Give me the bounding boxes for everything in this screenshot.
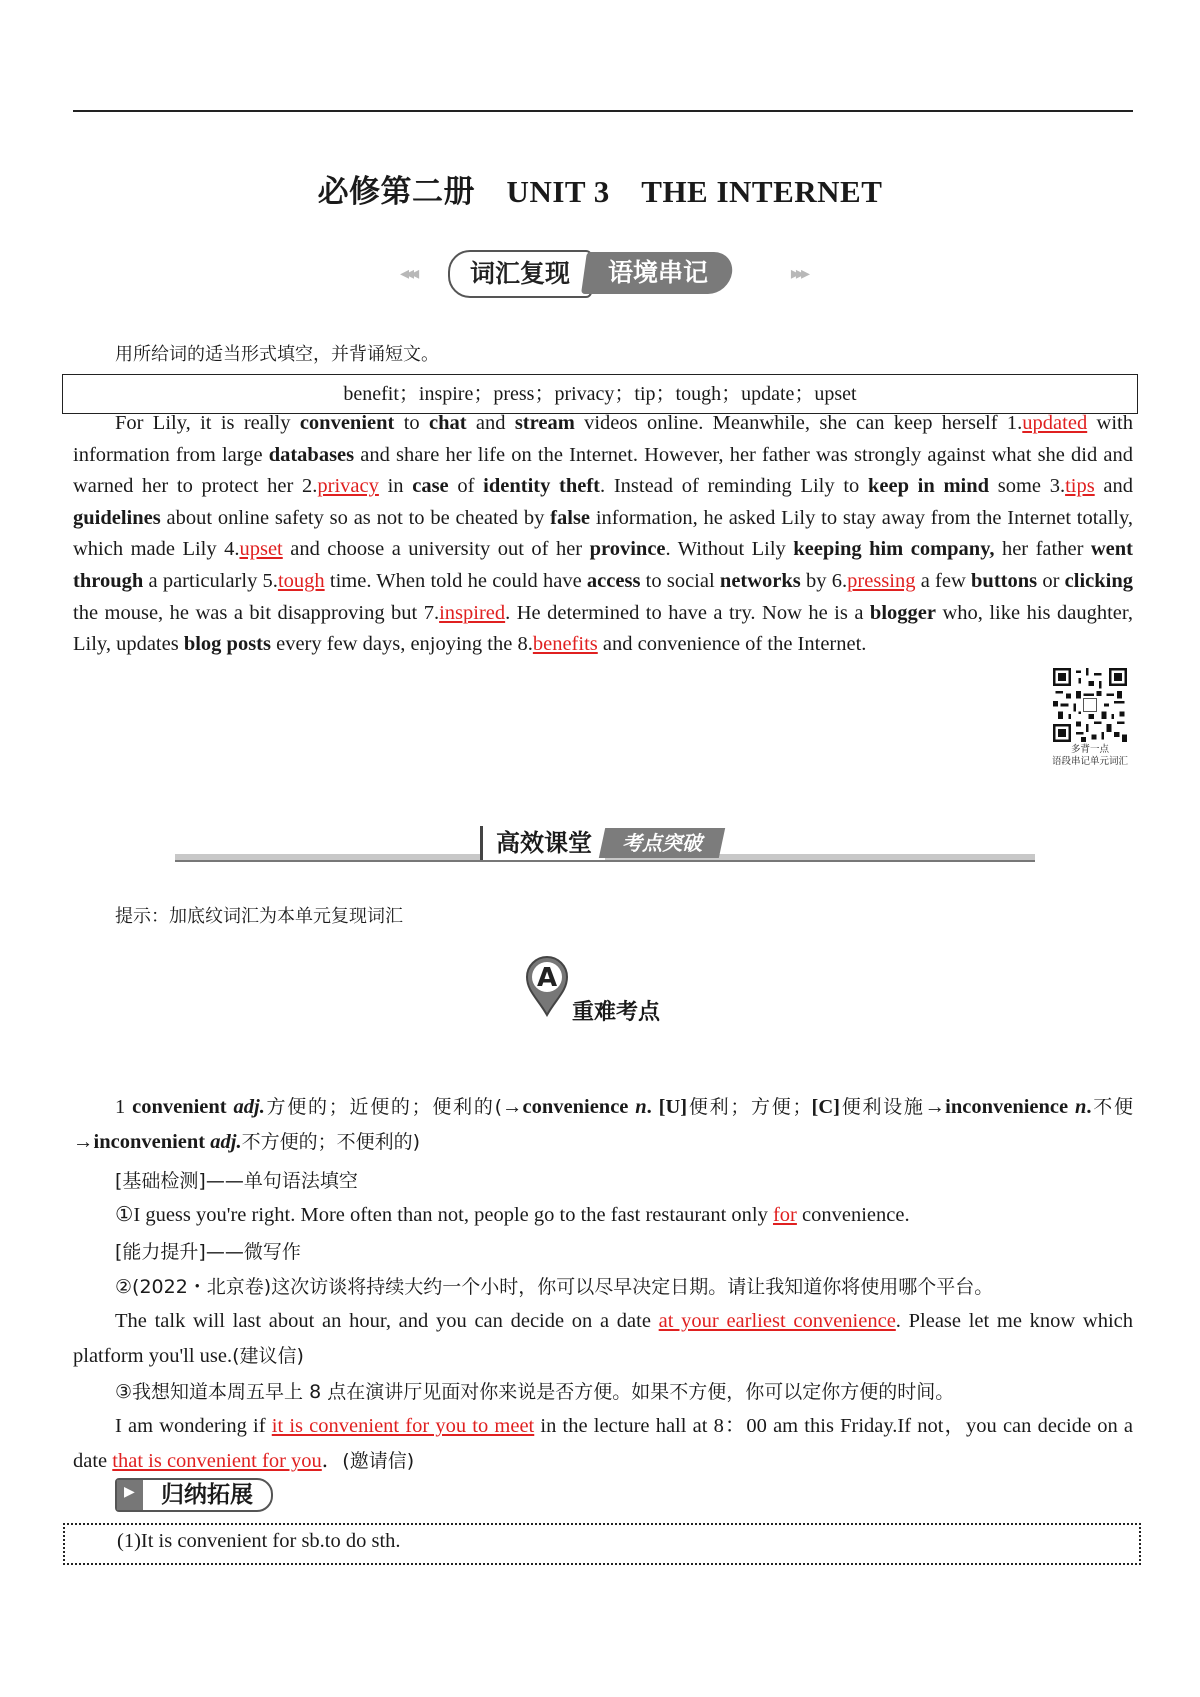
answer-blank: tough: [277, 569, 325, 592]
cn-gloss: 便利设施: [839, 1096, 925, 1118]
text-run: by 6.: [800, 569, 848, 592]
word-box: benefit；inspire；press；privacy；tip；tough；update；upset: [62, 374, 1138, 414]
text-run: her father: [994, 538, 1091, 561]
text-run: some 3.: [989, 475, 1066, 498]
text-run: and choose a university out of her: [282, 538, 590, 561]
pin-letter: A: [536, 963, 558, 993]
ability-label: [能力提升]——微写作: [115, 1241, 301, 1263]
cn-gloss: 不方便的；不便利的): [241, 1131, 420, 1153]
text-run: to: [394, 412, 429, 434]
exercise-3-en: [73, 1409, 1133, 1479]
summary-triangle-icon: ▶: [117, 1480, 143, 1510]
text-run: about online safety so as not to be cheated by: [160, 506, 551, 529]
bold-term: false: [550, 506, 591, 529]
entry-convenient: [73, 1090, 1133, 1160]
summary-box: [63, 1523, 1141, 1565]
cn-gloss: 方便的；近便的；便利的(: [264, 1096, 502, 1118]
answer-blank: privacy: [317, 475, 379, 498]
bold-term: access: [586, 569, 641, 592]
section-tab-left: 高效课堂: [480, 826, 605, 860]
instruction: 用所给词的适当形式填空，并背诵短文。: [115, 344, 439, 365]
answer-blank: inspired: [439, 601, 506, 624]
ex3-prefix: I am wondering if: [115, 1415, 272, 1437]
ex3-tag: (邀请信): [342, 1450, 415, 1472]
summary-item-1: (1)It is convenient for sb.to do sth.: [117, 1530, 401, 1552]
text-run: to social: [640, 569, 720, 592]
text-run: a particularly 5.: [143, 569, 278, 592]
exercise-3-cn: ③我想知道本周五早上 8 点在演讲厅见面对你来说是否方便。如果不方便，你可以定你方便的时间。: [115, 1381, 955, 1403]
text-run: with information from large: [73, 412, 1133, 466]
map-pin-icon: [524, 955, 570, 1017]
bold-term: stream: [514, 412, 575, 434]
exercise-2-cn: ②(2022・北京卷)这次访谈将持续大约一个小时，你可以尽早决定日期。请让我知道你将使用哪个平台。: [115, 1276, 994, 1298]
summary-label: 归纳拓展: [161, 1482, 253, 1508]
answer-blank: updated: [1022, 412, 1088, 434]
bold-term: blog posts: [183, 633, 271, 656]
text-run: and: [1094, 475, 1133, 498]
text-run: time. When told he could have: [324, 569, 587, 592]
vocab-banner: [398, 250, 808, 298]
text-run: . He determined to have a try. Now he is a: [505, 601, 870, 624]
bold-term: networks: [719, 569, 801, 592]
answer-blank: pressing: [847, 569, 916, 592]
ex2-prefix: The talk will last about an hour, and you can decide on a date: [115, 1310, 659, 1332]
bold-term: →convenience: [502, 1096, 629, 1118]
hint-text: 提示：加底纹词汇为本单元复现词汇: [115, 906, 403, 927]
text-run: For Lily, it is really: [115, 412, 300, 434]
text-run: and: [466, 412, 515, 434]
text-run: and convenience of the Internet.: [597, 633, 867, 656]
ex3-suffix: ．: [321, 1450, 343, 1472]
ex3-answer-1: it is convenient for you to meet: [271, 1415, 535, 1437]
right-arrows-icon: ▸▸▸: [790, 263, 806, 284]
text-run: of: [448, 475, 484, 498]
qr-code-icon[interactable]: [1053, 668, 1127, 742]
ex2-tag: (建议信): [232, 1345, 304, 1367]
text-run: every few days, enjoying the 8.: [270, 633, 533, 656]
bold-term: [U]: [658, 1096, 688, 1118]
cn-gloss: 不便: [1091, 1096, 1133, 1118]
text-run: or: [1037, 569, 1065, 592]
exercise-2-en: [73, 1304, 1133, 1374]
bold-term: →inconvenience: [924, 1096, 1069, 1118]
page-title: 必修第二册 UNIT 3 THE INTERNET: [317, 174, 883, 209]
left-arrows-icon: ◂◂◂: [400, 263, 416, 284]
cn-gloss: 便利；方便；: [687, 1096, 812, 1118]
bold-term: province: [589, 538, 666, 561]
bold-term: [C]: [811, 1096, 840, 1118]
ex2-answer: at your earliest convenience: [658, 1310, 896, 1332]
text-run: [227, 1096, 234, 1118]
part-of-speech: adj.: [210, 1131, 242, 1153]
qr-caption: [1040, 744, 1140, 768]
bold-term: case: [412, 475, 449, 498]
text-run: . Without Lily: [665, 538, 794, 561]
text-run: who, like his daughter, Lily, updates: [73, 601, 1133, 656]
bold-term: →inconvenient: [73, 1131, 206, 1153]
ex1-answer: for: [772, 1204, 797, 1226]
banner-label-left: 词汇复现: [448, 250, 592, 298]
summary-tag: [115, 1478, 273, 1512]
bold-term: blogger: [869, 601, 936, 624]
top-rule: [73, 110, 1133, 112]
ex3-mid: in the lecture hall at 8：00 am this Friday.If not，you can decide on a date: [73, 1415, 1133, 1472]
answer-blank: benefits: [532, 633, 598, 656]
part-of-speech: n: [635, 1096, 647, 1118]
bold-term: buttons: [971, 569, 1038, 592]
bold-term: chat: [428, 412, 467, 434]
passage: [73, 408, 1133, 661]
bold-term: clicking: [1064, 569, 1134, 592]
bold-term: .: [1086, 1096, 1092, 1118]
basic-check-label: [基础检测]——单句语法填空: [115, 1170, 358, 1192]
ex1-suffix: convenience.: [796, 1204, 910, 1226]
answer-blank: upset: [239, 538, 283, 561]
bold-term: keeping him company,: [793, 538, 995, 561]
text-run: . Instead of reminding Lily to: [600, 475, 868, 498]
banner-label-right: 语境串记: [607, 258, 708, 287]
text-run: [1068, 1096, 1075, 1118]
text-run: the mouse, he was a bit disapproving but 7.: [73, 601, 440, 624]
ex1-prefix: ①I guess you're right. More often than not, people go to the fast restaurant only: [115, 1204, 773, 1226]
section-tab-right: 考点突破: [622, 831, 702, 855]
text-run: videos online. Meanwhile, she can keep herself 1.: [574, 412, 1023, 434]
exercise-1: [115, 1202, 910, 1227]
bold-term: guidelines: [73, 506, 161, 529]
section-tab: [480, 826, 724, 860]
bold-term: keep in mind: [867, 475, 990, 498]
ex2-suffix: . Please let me know which platform you'll use.: [73, 1310, 1134, 1367]
text-run: and share her life on the Internet. However, her father was strongly against what she did and warned her to protect her 2.: [73, 443, 1134, 498]
ex3-answer-2: that is convenient for you: [112, 1450, 322, 1472]
pin-label: 重难考点: [572, 1000, 661, 1025]
part-of-speech: n: [1075, 1096, 1087, 1118]
bold-term: convenient: [299, 412, 395, 434]
qr-caption-line1: 多背一点: [1070, 744, 1109, 755]
text-run: [652, 1096, 659, 1118]
bold-term: convenient: [132, 1096, 227, 1118]
answer-blank: tips: [1065, 475, 1095, 498]
bold-term: .: [646, 1096, 652, 1118]
text-run: in: [378, 475, 413, 498]
text-run: a few: [915, 569, 972, 592]
bold-term: identity theft: [483, 475, 601, 498]
bold-term: went through: [73, 538, 1134, 592]
text-run: information, he asked Lily to stay away from the Internet totally, which made Lily 4.: [73, 506, 1133, 561]
qr-caption-line2: 语段串记单元词汇: [1051, 756, 1128, 767]
bold-term: databases: [268, 443, 355, 466]
part-of-speech: adj.: [233, 1096, 265, 1118]
text-run: 1: [115, 1096, 133, 1118]
